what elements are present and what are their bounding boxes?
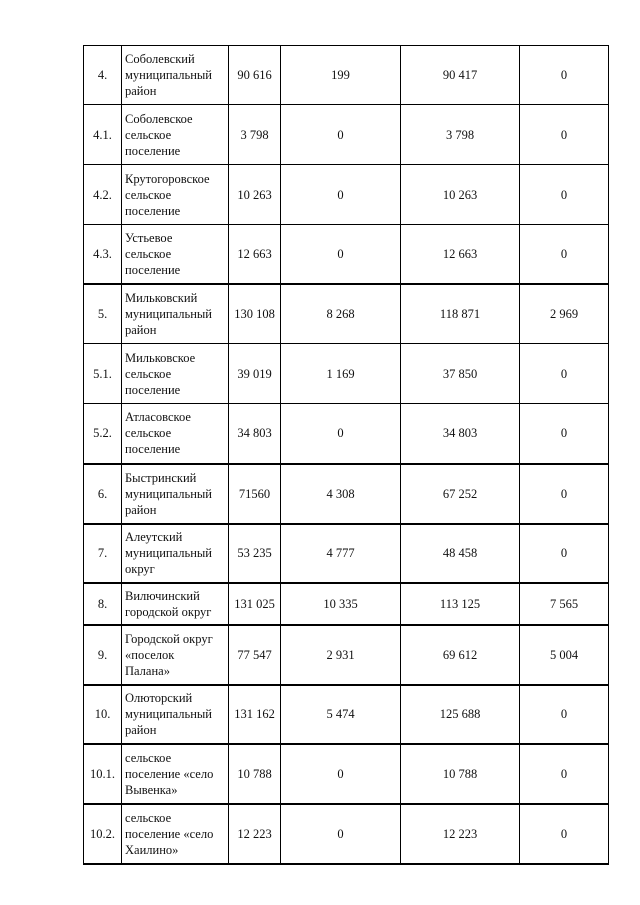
total-cell: 90 616 [229,46,281,105]
table-row [84,46,609,105]
entity-name-cell [122,524,229,583]
entity-name-cell [122,105,229,165]
column-2-cell: 10 263 [401,165,520,225]
column-2-cell: 37 850 [401,344,520,404]
row-number-cell: 4.1. [84,105,122,165]
table-row [84,284,609,344]
column-2-cell: 10 788 [401,744,520,804]
entity-name-line: муниципальный [125,68,212,82]
column-2-cell: 67 252 [401,464,520,524]
row-number-cell: 4.2. [84,165,122,225]
table-row [84,524,609,583]
entity-name-line: Соболевский [125,52,195,66]
entity-name-line: Олюторский [125,691,193,705]
entity-name-line: район [125,322,157,337]
entity-name-line: Мильковское [125,350,196,365]
column-3-cell: 2 969 [520,284,609,344]
column-1-cell: 0 [281,804,401,864]
column-1-cell: 8 268 [281,284,401,344]
row-number-cell: 5.2. [84,404,122,464]
table-row [84,105,609,165]
entity-name-line: городской округ [125,604,212,619]
entity-name-cell [122,804,229,864]
entity-name-line: район [125,723,157,737]
table-row [84,685,609,744]
row-number-cell: 8. [84,583,122,625]
entity-name-cell [122,284,229,344]
column-1-cell: 2 931 [281,625,401,685]
entity-name-line: Устьевое [125,230,173,245]
row-number-cell: 10.1. [84,744,122,804]
entity-name-line: Алеутский [125,530,183,544]
entity-name-line: сельское [125,810,172,825]
table-row [84,404,609,464]
table-row [84,625,609,685]
entity-name-line: Хаилино» [125,842,179,857]
table-row [84,804,609,864]
table-row [84,165,609,225]
row-number-cell: 5.1. [84,344,122,404]
entity-name-line: район [125,502,157,517]
column-2-cell: 12 663 [401,225,520,284]
column-3-cell: 5 004 [520,625,609,685]
column-3-cell: 0 [520,744,609,804]
entity-name-line: поселение [125,203,181,218]
entity-name-line: Мильковский [125,290,198,305]
entity-name-line: поселение [125,262,181,277]
total-cell: 12 223 [229,804,281,864]
entity-name-line: муниципальный [125,707,212,721]
column-2-cell: 118 871 [401,284,520,344]
total-cell: 10 788 [229,744,281,804]
entity-name-line: сельское [125,366,172,381]
entity-name-cell [122,625,229,685]
column-1-cell: 4 308 [281,464,401,524]
column-3-cell: 0 [520,46,609,105]
column-2-cell: 34 803 [401,404,520,464]
table-row [84,744,609,804]
column-3-cell: 0 [520,404,609,464]
total-cell: 39 019 [229,344,281,404]
entity-name-line: поселение [125,442,181,457]
entity-name-cell [122,225,229,284]
total-cell: 71560 [229,464,281,524]
table-row [84,225,609,284]
table-body [84,46,609,864]
column-2-cell: 90 417 [401,46,520,105]
column-3-cell: 0 [520,524,609,583]
entity-name-cell [122,583,229,625]
table-row [84,583,609,625]
total-cell: 77 547 [229,625,281,685]
row-number-cell: 10. [84,685,122,744]
row-number-cell: 7. [84,524,122,583]
entity-name-cell [122,685,229,744]
total-cell: 53 235 [229,524,281,583]
column-1-cell: 0 [281,105,401,165]
entity-name-line: округ [125,562,155,576]
entity-name-line: Быстринский [125,470,197,485]
entity-name-line: «поселок [125,647,175,662]
column-1-cell: 1 169 [281,344,401,404]
column-2-cell: 48 458 [401,524,520,583]
entity-name-line: Палана» [125,663,170,678]
entity-name-cell [122,404,229,464]
entity-name-line: Городской округ [125,631,213,646]
column-1-cell: 10 335 [281,583,401,625]
column-2-cell: 125 688 [401,685,520,744]
row-number-cell: 4. [84,46,122,105]
entity-name-cell [122,464,229,524]
entity-name-line: муниципальный [125,546,212,560]
column-1-cell: 5 474 [281,685,401,744]
column-1-cell: 0 [281,225,401,284]
entity-name-cell [122,344,229,404]
entity-name-line: сельское [125,750,172,765]
column-3-cell: 7 565 [520,583,609,625]
total-cell: 131 162 [229,685,281,744]
row-number-cell: 4.3. [84,225,122,284]
entity-name-cell [122,744,229,804]
table-row [84,464,609,524]
entity-name-line: сельское [125,127,172,142]
entity-name-line: Соболевское [125,111,193,126]
row-number-cell: 5. [84,284,122,344]
entity-name-line: поселение «село [125,826,214,841]
column-1-cell: 0 [281,165,401,225]
table-row [84,344,609,404]
entity-name-line: район [125,84,157,98]
entity-name-line: сельское [125,246,172,261]
column-1-cell: 199 [281,46,401,105]
column-3-cell: 0 [520,165,609,225]
entity-name-line: поселение [125,143,181,158]
row-number-cell: 10.2. [84,804,122,864]
total-cell: 10 263 [229,165,281,225]
column-3-cell: 0 [520,685,609,744]
entity-name-line: муниципальный [125,486,212,501]
column-3-cell: 0 [520,225,609,284]
entity-name-cell [122,165,229,225]
column-3-cell: 0 [520,105,609,165]
total-cell: 131 025 [229,583,281,625]
entity-name-line: поселение [125,382,181,397]
row-number-cell: 6. [84,464,122,524]
total-cell: 130 108 [229,284,281,344]
column-2-cell: 113 125 [401,583,520,625]
entity-name-line: Крутогоровское [125,171,210,186]
entity-name-line: Вилючинский [125,588,200,603]
column-3-cell: 0 [520,344,609,404]
column-2-cell: 12 223 [401,804,520,864]
column-3-cell: 0 [520,804,609,864]
entity-name-line: сельское [125,426,172,441]
total-cell: 12 663 [229,225,281,284]
entity-name-line: поселение «село [125,766,214,781]
entity-name-line: Вывенка» [125,782,178,797]
row-number-cell: 9. [84,625,122,685]
entity-name-line: Атласовское [125,410,191,425]
column-1-cell: 0 [281,404,401,464]
total-cell: 3 798 [229,105,281,165]
entity-name-line: муниципальный [125,306,212,321]
entity-name-line: сельское [125,187,172,202]
column-1-cell: 4 777 [281,524,401,583]
budget-table [83,45,609,865]
column-1-cell: 0 [281,744,401,804]
column-3-cell: 0 [520,464,609,524]
column-2-cell: 69 612 [401,625,520,685]
entity-name-cell [122,46,229,105]
column-2-cell: 3 798 [401,105,520,165]
total-cell: 34 803 [229,404,281,464]
